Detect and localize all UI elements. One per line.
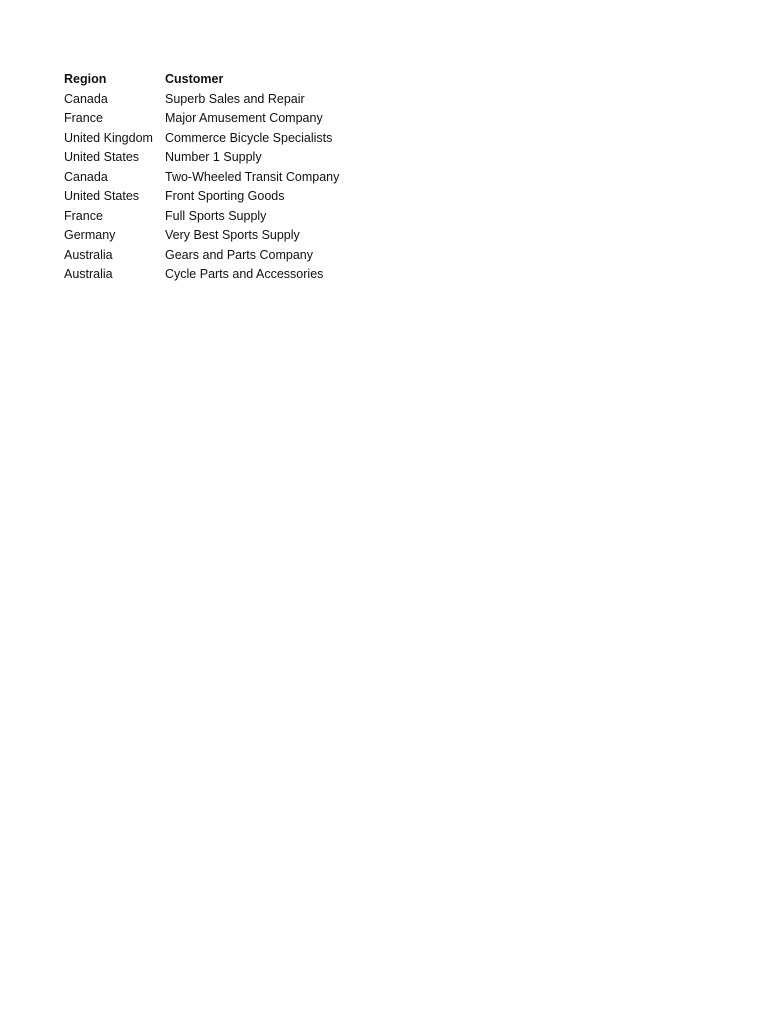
table-row [64, 109, 365, 129]
customer-cell: Commerce Bicycle Specialists [165, 130, 333, 145]
table-row [64, 129, 365, 149]
table-row [64, 207, 365, 227]
customer-cell: Front Sporting Goods [165, 189, 285, 203]
customer-cell: Cycle Parts and Accessories [165, 267, 324, 281]
table-row [64, 187, 365, 207]
customer-cell: Very Best Sports Supply [165, 228, 300, 242]
customer-column-header: Customer [165, 72, 224, 86]
customer-cell: Gears and Parts Company [165, 247, 313, 262]
region-cell: Australia [64, 247, 113, 262]
customer-cell: Two-Wheeled Transit Company [165, 169, 340, 184]
region-cell: United States [64, 150, 140, 164]
region-cell: Canada [64, 169, 108, 184]
table-header-row [64, 70, 365, 90]
table-row [64, 226, 365, 246]
region-column-header: Region [64, 72, 107, 86]
table-row [64, 90, 365, 110]
customer-cell: Superb Sales and Repair [165, 91, 305, 106]
region-customer-table [64, 70, 365, 285]
region-cell: France [64, 111, 103, 125]
table-row [64, 168, 365, 188]
table-row [64, 148, 365, 168]
table-body [64, 90, 365, 285]
region-cell: France [64, 208, 103, 223]
customer-cell: Number 1 Supply [165, 150, 262, 164]
region-cell: Australia [64, 267, 113, 281]
region-cell: United Kingdom [64, 130, 153, 145]
table-row [64, 265, 365, 285]
region-cell: United States [64, 189, 140, 203]
table-row [64, 246, 365, 266]
region-cell: Germany [64, 228, 116, 242]
customer-cell: Major Amusement Company [165, 111, 323, 125]
spreadsheet-sheet [64, 70, 365, 285]
region-cell: Canada [64, 91, 108, 106]
customer-cell: Full Sports Supply [165, 208, 267, 223]
